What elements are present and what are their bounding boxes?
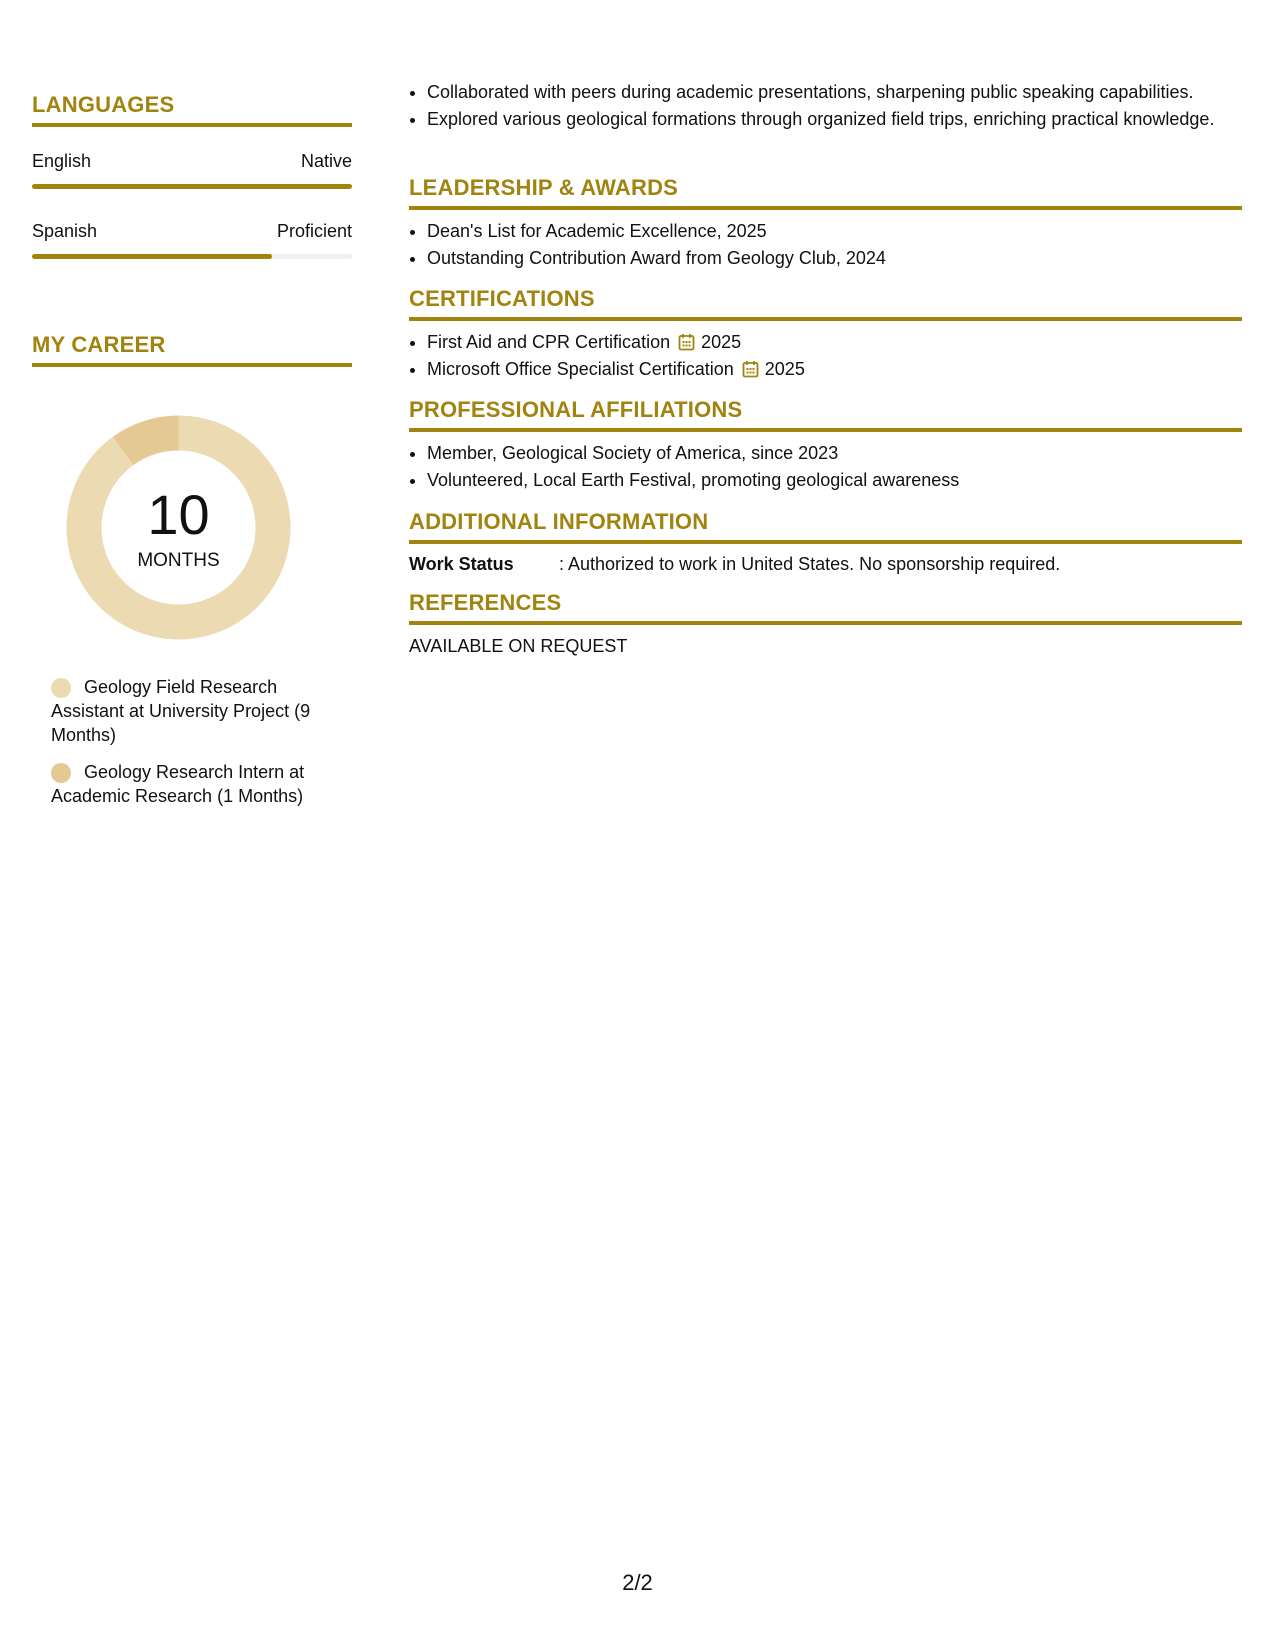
award-item: • Dean's List for Academic Excellence, 2025 — [427, 219, 1242, 243]
affiliations-title: PROFESSIONAL AFFILIATIONS — [409, 397, 1242, 432]
language-proficiency-bar — [32, 184, 352, 189]
certifications-section — [409, 286, 1242, 384]
calendar-icon — [742, 360, 759, 378]
additional-info-section — [409, 509, 1242, 576]
legend-swatch — [51, 763, 71, 783]
language-level: Proficient — [276, 221, 352, 241]
legend-item — [51, 760, 341, 808]
legend-item — [51, 675, 341, 747]
work-status-row — [409, 552, 1242, 576]
work-status-label: Work Status — [409, 554, 514, 574]
calendar-icon — [678, 333, 695, 351]
languages-section — [32, 92, 352, 127]
language-name: Spanish — [32, 221, 98, 241]
career-title: MY CAREER — [32, 332, 352, 367]
language-proficiency-bar — [32, 254, 352, 259]
legend-label: Geology Field Research Assistant at University Project (9 Months) — [51, 677, 311, 745]
award-item: • Outstanding Contribution Award from Geology Club, 2024 — [427, 246, 1242, 270]
career-donut-chart — [66, 415, 291, 640]
language-level: Native — [300, 151, 352, 171]
language-proficiency-fill — [32, 184, 352, 189]
language-name: English — [32, 151, 92, 171]
references-title: REFERENCES — [409, 590, 1242, 625]
references-text: AVAILABLE ON REQUEST — [409, 636, 628, 656]
legend-label: Geology Research Intern at Academic Research (1 Months) — [51, 762, 305, 806]
leadership-section — [409, 175, 1242, 273]
certifications-title: CERTIFICATIONS — [409, 286, 1242, 321]
education-continued-section — [409, 80, 1242, 134]
references-section — [409, 590, 1242, 658]
education-bullet: • Explored various geological formations through organized field trips, enriching practical knowledge. — [427, 107, 1242, 131]
career-total-number: 10 — [147, 483, 210, 546]
education-bullet: • Collaborated with peers during academic presentations, sharpening public speaking capabilities. — [427, 80, 1242, 104]
career-legend — [51, 675, 341, 808]
certification-name: First Aid and CPR Certification — [427, 332, 671, 352]
page-number: 2/2 — [622, 1570, 653, 1595]
language-item-english — [32, 151, 352, 189]
certification-item — [427, 330, 1242, 354]
career-section — [32, 332, 352, 367]
additional-info-title: ADDITIONAL INFORMATION — [409, 509, 1242, 544]
certification-item — [427, 357, 1242, 381]
languages-title: LANGUAGES — [32, 92, 352, 127]
leadership-title: LEADERSHIP & AWARDS — [409, 175, 1242, 210]
affiliation-item: • Member, Geological Society of America, since 2023 — [427, 441, 1242, 465]
language-proficiency-fill — [32, 254, 272, 259]
legend-swatch — [51, 678, 71, 698]
work-status-value: : Authorized to work in United States. No sponsorship required. — [559, 554, 1061, 574]
certification-name: Microsoft Office Specialist Certification — [427, 359, 734, 379]
language-item-spanish — [32, 221, 352, 259]
certification-year: 2025 — [764, 359, 805, 379]
affiliation-item: • Volunteered, Local Earth Festival, promoting geological awareness — [427, 468, 1242, 492]
affiliations-section — [409, 397, 1242, 495]
career-total-unit: MONTHS — [137, 550, 220, 571]
certification-year: 2025 — [701, 332, 742, 352]
